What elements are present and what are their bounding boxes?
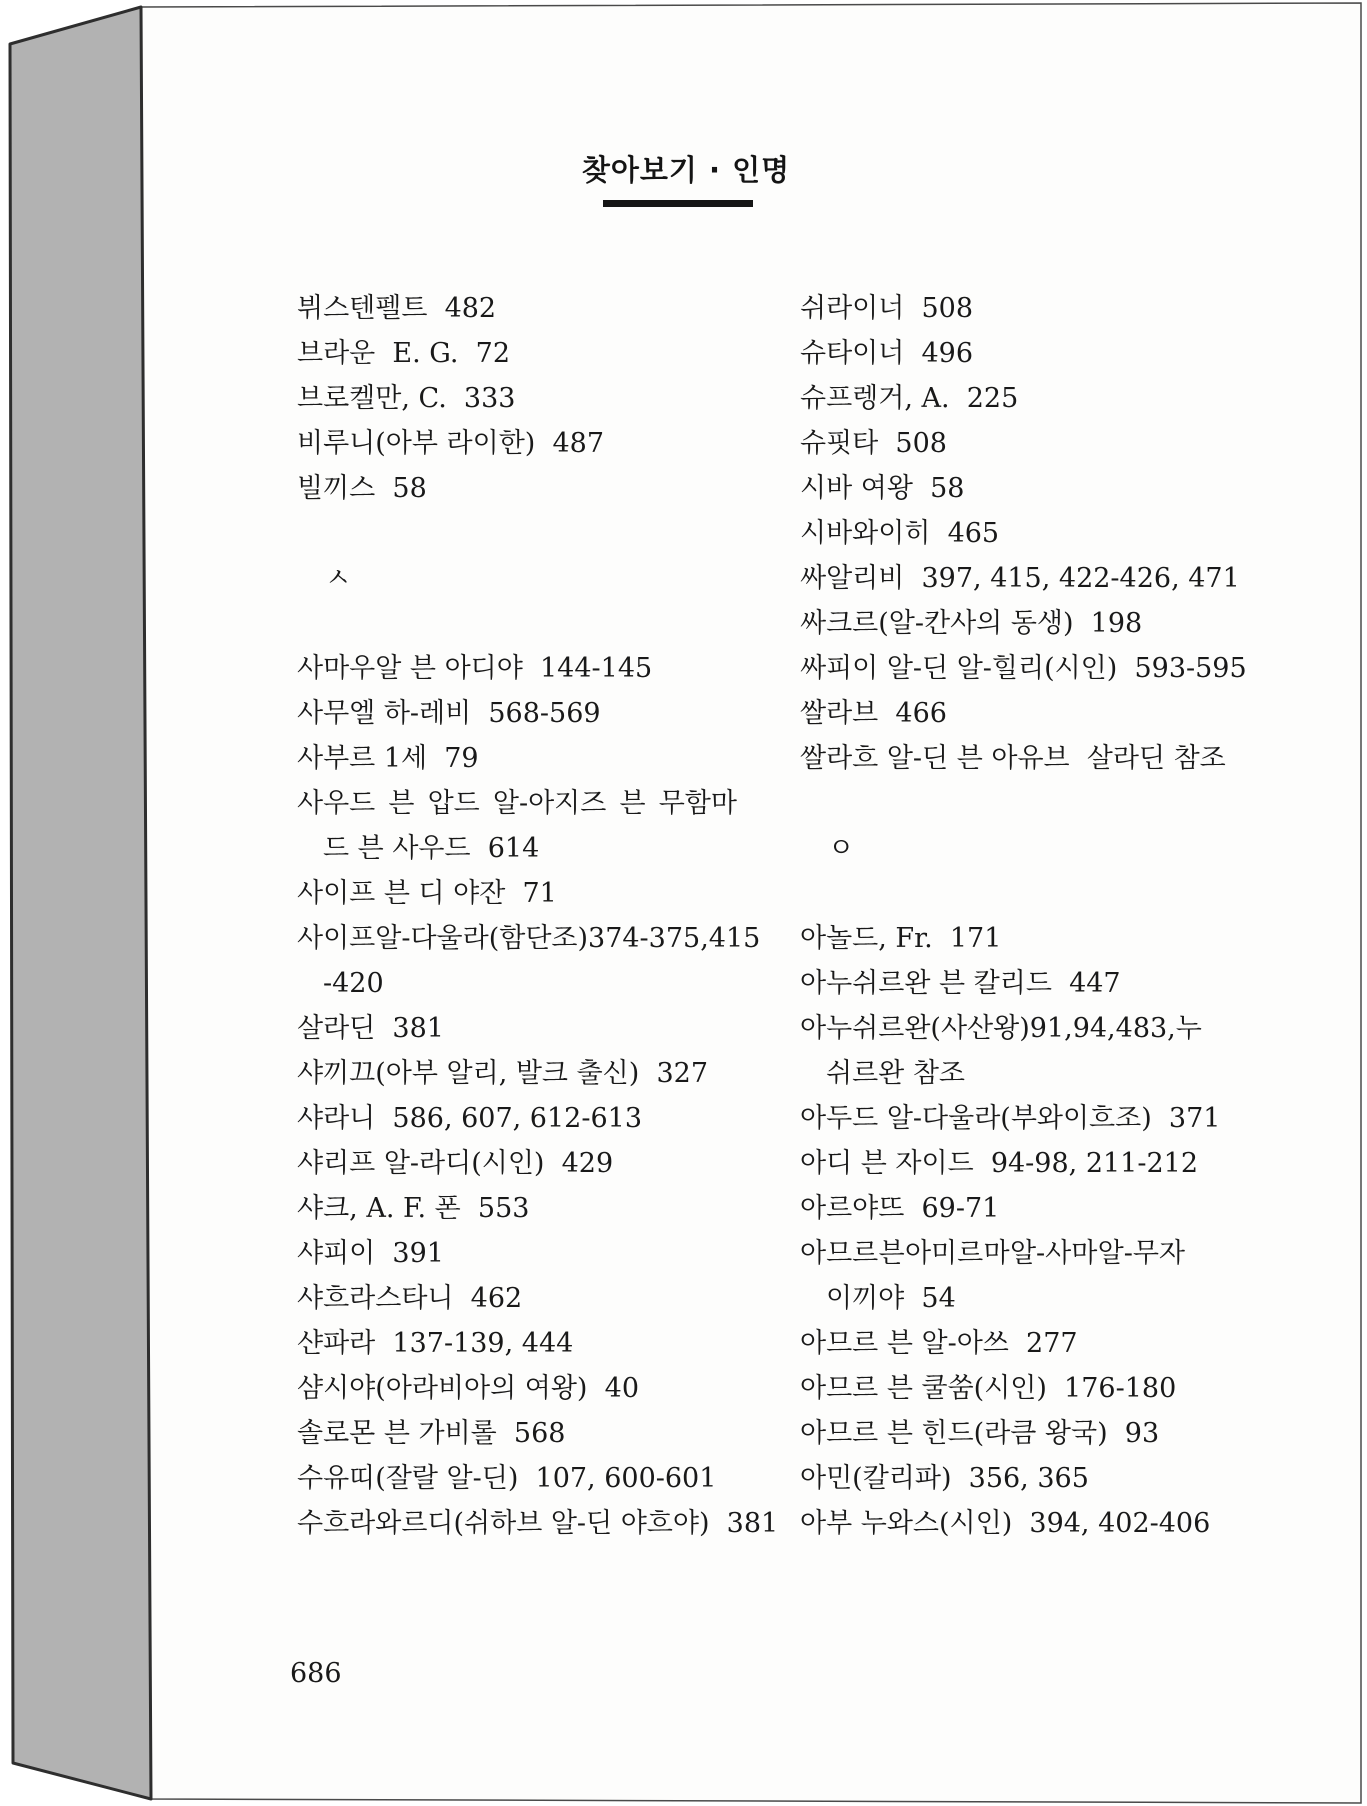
index-entry-word: 91, [1029,1013,1073,1044]
index-entry-word: 아누쉬르완(사산 [800,1013,994,1044]
index-entry-continuation: 드 븐 사우드 614 [323,833,540,864]
index-entry: 슈핏타 508 [800,428,947,459]
index-entry [297,781,737,826]
section-header: ㅅ [325,563,352,594]
index-entry: 시바 여왕 58 [800,473,965,504]
index-entry-word: 415 [708,923,761,954]
index-column-left [297,286,779,1546]
index-entry-word: 무함마 [658,788,737,819]
index-entry: 아므르 븐 쿨쑴(시인) 176-180 [800,1373,1177,1404]
index-entry: 아민(칼리파) 356, 365 [800,1463,1089,1494]
index-entry: 쉬라이너 508 [800,293,974,324]
index-entry-word: 아므르 [800,1238,879,1269]
blank-line [297,601,737,646]
index-entry: 슈프렝거, A. 225 [800,383,1019,414]
index-entry: 아므르 븐 힌드(라큼 왕국) 93 [800,1418,1160,1449]
index-entry: 쌀라흐 알-딘 븐 아유브 살라딘 참조 [800,743,1226,774]
index-entry: 아르야뜨 69-71 [800,1193,1000,1224]
index-entry-word: 94, [1072,1013,1116,1044]
index-entry: 빌끼스 58 [297,473,427,504]
index-entry: 비루니(아부 라이한) 487 [297,428,605,459]
index-entry: 수유띠(잘랄 알-딘) 107, 600-601 [297,1463,717,1494]
index-entry-word: 사이프 [297,923,376,954]
index-entry-word: 알-무자 [1097,1238,1185,1269]
index-entry: 사무엘 하-레비 568-569 [297,698,601,729]
index-entry: 수흐라와르디(쉬하브 알-딘 야흐야) 381 [297,1508,779,1539]
index-entry: 쌀라브 466 [800,698,947,729]
index-entry: 솔로몬 븐 가비롤 568 [297,1418,566,1449]
index-entry-word: 누 [1175,1013,1202,1044]
index-entry: 샤피이 391 [297,1238,444,1269]
index-entry [800,1006,1202,1051]
index-entry-continuation: 이끼야 54 [826,1283,956,1314]
index-entry-word: 374-375, [588,923,709,954]
index-entry-word: 483, [1115,1013,1176,1044]
page-header [297,150,1075,207]
blank-line [297,511,737,556]
index-entry-word: 알-사마 [1009,1238,1098,1269]
index-entry: 아놀드, Fr. 171 [800,923,1002,954]
index-entry-word: 아미르 [904,1238,984,1269]
index-entry-word: 븐 [388,788,415,819]
index-entry: 아부 누와스(시인) 394, 402-406 [800,1508,1211,1539]
book-page [143,4,1362,1801]
page-number: 686 [290,1658,342,1689]
index-entry: 뷔스텐펠트 482 [297,293,497,324]
index-entry: 샴시야(아라비아의 여왕) 40 [297,1373,639,1404]
section-header: ㅇ [828,833,855,864]
index-entry: 브로켈만, C. 333 [297,383,516,414]
index-entry-continuation: 쉬르완 참조 [826,1058,965,1089]
index-entry-word: 븐 [878,1238,905,1269]
index-entry-word: 마 [983,1238,1010,1269]
index-entry: 샤라니 586, 607, 612-613 [297,1103,643,1134]
index-entry: 샨파라 137-139, 444 [297,1328,574,1359]
page-title: 찾아보기 · 인명 [581,153,791,187]
index-entry: 시바와이히 465 [800,518,1000,549]
title-underline [603,200,753,207]
index-entry: 싸알리비 397, 415, 422-426, 471 [800,563,1240,594]
index-entry: 아므르 븐 알-아쓰 277 [800,1328,1078,1359]
index-entry: 사이프 븐 디 야잔 71 [297,878,557,909]
index-entry-word: 압드 [427,788,480,819]
index-entry: 싸크르(알-칸사의 동생) 198 [800,608,1143,639]
index-column-right [800,286,1247,1546]
index-entry: 사마우알 븐 아디야 144-145 [297,653,653,684]
blank-line [800,871,1185,916]
index-entry: 샤끼끄(아부 알리, 발크 출신) 327 [297,1058,708,1089]
index-entry-word: 왕) [993,1013,1030,1044]
book-edge-wedge [10,7,151,1799]
index-entry: 브라운 E. G. 72 [297,338,510,369]
index-entry: 샤흐라스타니 462 [297,1283,523,1314]
index-entry-word: 알-다울라(함단조) [375,923,589,954]
index-entry-word: 븐 [619,788,646,819]
blank-line [800,781,1185,826]
index-entry-continuation: -420 [323,968,384,999]
index-entry: 아두드 알-다울라(부와이흐조) 371 [800,1103,1221,1134]
index-entry: 살라딘 381 [297,1013,444,1044]
index-entry-word: 사우드 [297,788,376,819]
index-entry: 아디 븐 자이드 94-98, 211-212 [800,1148,1199,1179]
index-entry: 샤크, A. F. 폰 553 [297,1193,530,1224]
index-entry-word: 알-아지즈 [492,788,607,819]
index-entry: 사부르 1세 79 [297,743,479,774]
index-entry: 슈타이너 496 [800,338,974,369]
index-entry: 샤리프 알-라디(시인) 429 [297,1148,614,1179]
index-entry [297,916,761,961]
index-entry [800,1231,1185,1276]
index-entry: 싸피이 알-딘 알-힐리(시인) 593-595 [800,653,1247,684]
index-entry: 아누쉬르완 븐 칼리드 447 [800,968,1121,999]
